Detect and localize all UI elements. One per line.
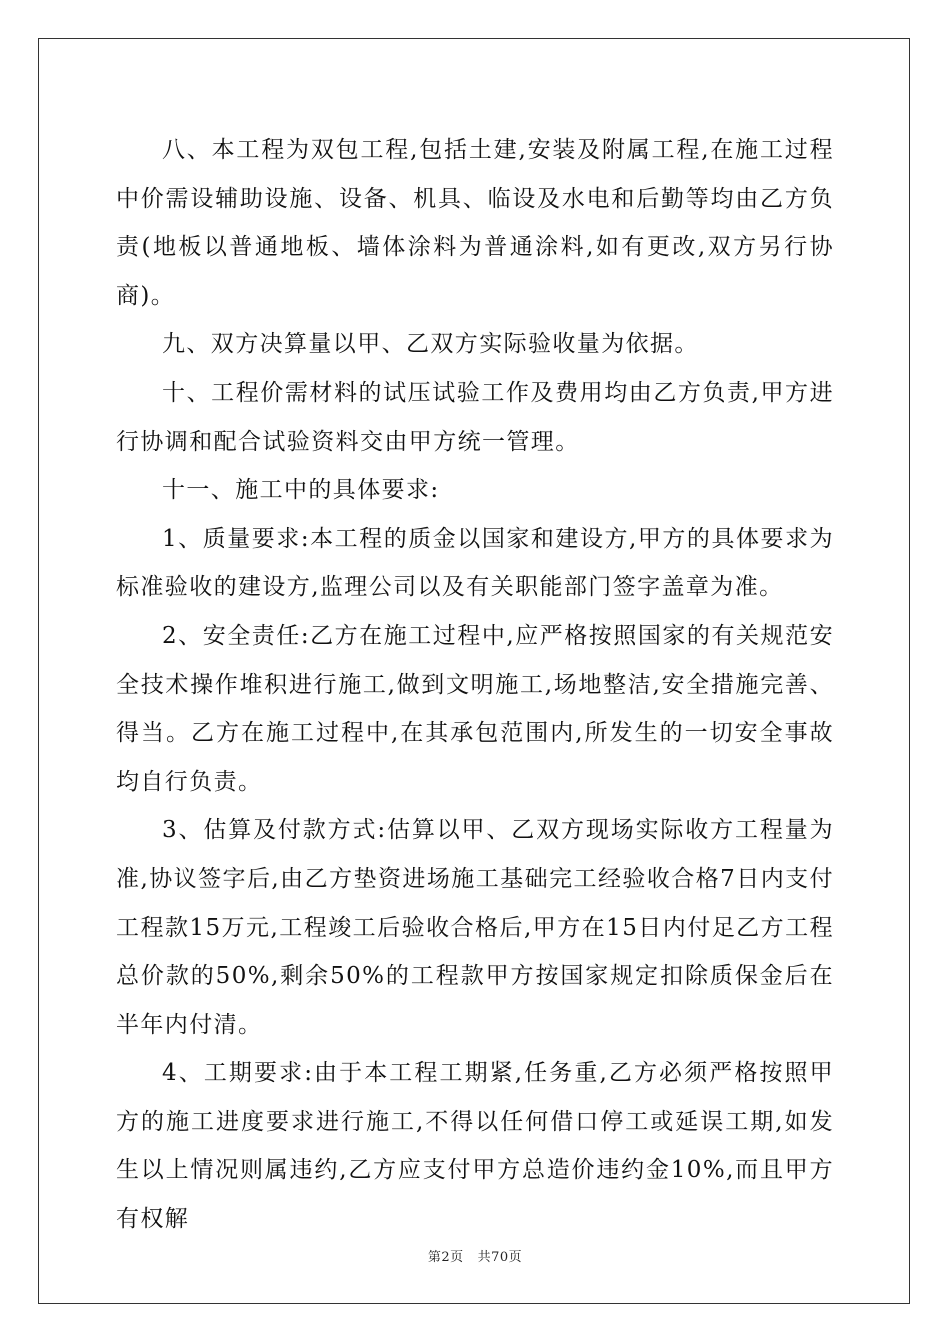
clause-11-schedule: 4、工期要求:由于本工程工期紧,任务重,乙方必须严格按照甲方的施工进度要求进行施工,不得以任何借口停工或延误工期,如发生以上情况则属违约,乙方应支付甲方总造价违约金10%,而且甲方有权解 <box>116 1060 834 1233</box>
clause-11-safety: 2、安全责任:乙方在施工过程中,应严格按照国家的有关规范安全技术操作堆积进行施工,做到文明施工,场地整洁,安全措施完善、得当。乙方在施工过程中,在其承包范围内,所发生的一切安全事故均自行负责。 <box>116 622 834 795</box>
clause-10: 十、工程价需材料的试压试验工作及费用均由乙方负责,甲方进行协调和配合试验资料交由甲方统一管理。 <box>116 379 834 455</box>
clause-11-payment: 3、估算及付款方式:估算以甲、乙双方现场实际收方工程量为准,协议签字后,由乙方垫资进场施工基础完工经验收合格7日内支付工程款15万元,工程竣工后验收合格后,甲方在15日内付足乙方工程总价款的50%,剩余50%的工程款甲方按国家规定扣除质保金后在半年内付清。 <box>116 817 834 1038</box>
page-number: 第2页 <box>427 1250 464 1265</box>
clause-8: 八、本工程为双包工程,包括土建,安装及附属工程,在施工过程中价需设辅助设施、设备、机具、临设及水电和后勤等均由乙方负责(地板以普通地板、墙体涂料为普通涂料,如有更改,双方另行协商)。 <box>116 137 834 309</box>
clause-9: 九、双方决算量以甲、乙双方实际验收量为依据。 <box>162 331 699 358</box>
document-body <box>116 126 834 1244</box>
clause-11-quality: 1、质量要求:本工程的质金以国家和建设方,甲方的具体要求为标准验收的建设方,监理公司以及有关职能部门签字盖章为准。 <box>116 525 834 601</box>
page-footer <box>0 1246 950 1265</box>
clause-11-heading: 十一、施工中的具体要求: <box>162 477 440 504</box>
page-total: 共70页 <box>477 1250 523 1265</box>
